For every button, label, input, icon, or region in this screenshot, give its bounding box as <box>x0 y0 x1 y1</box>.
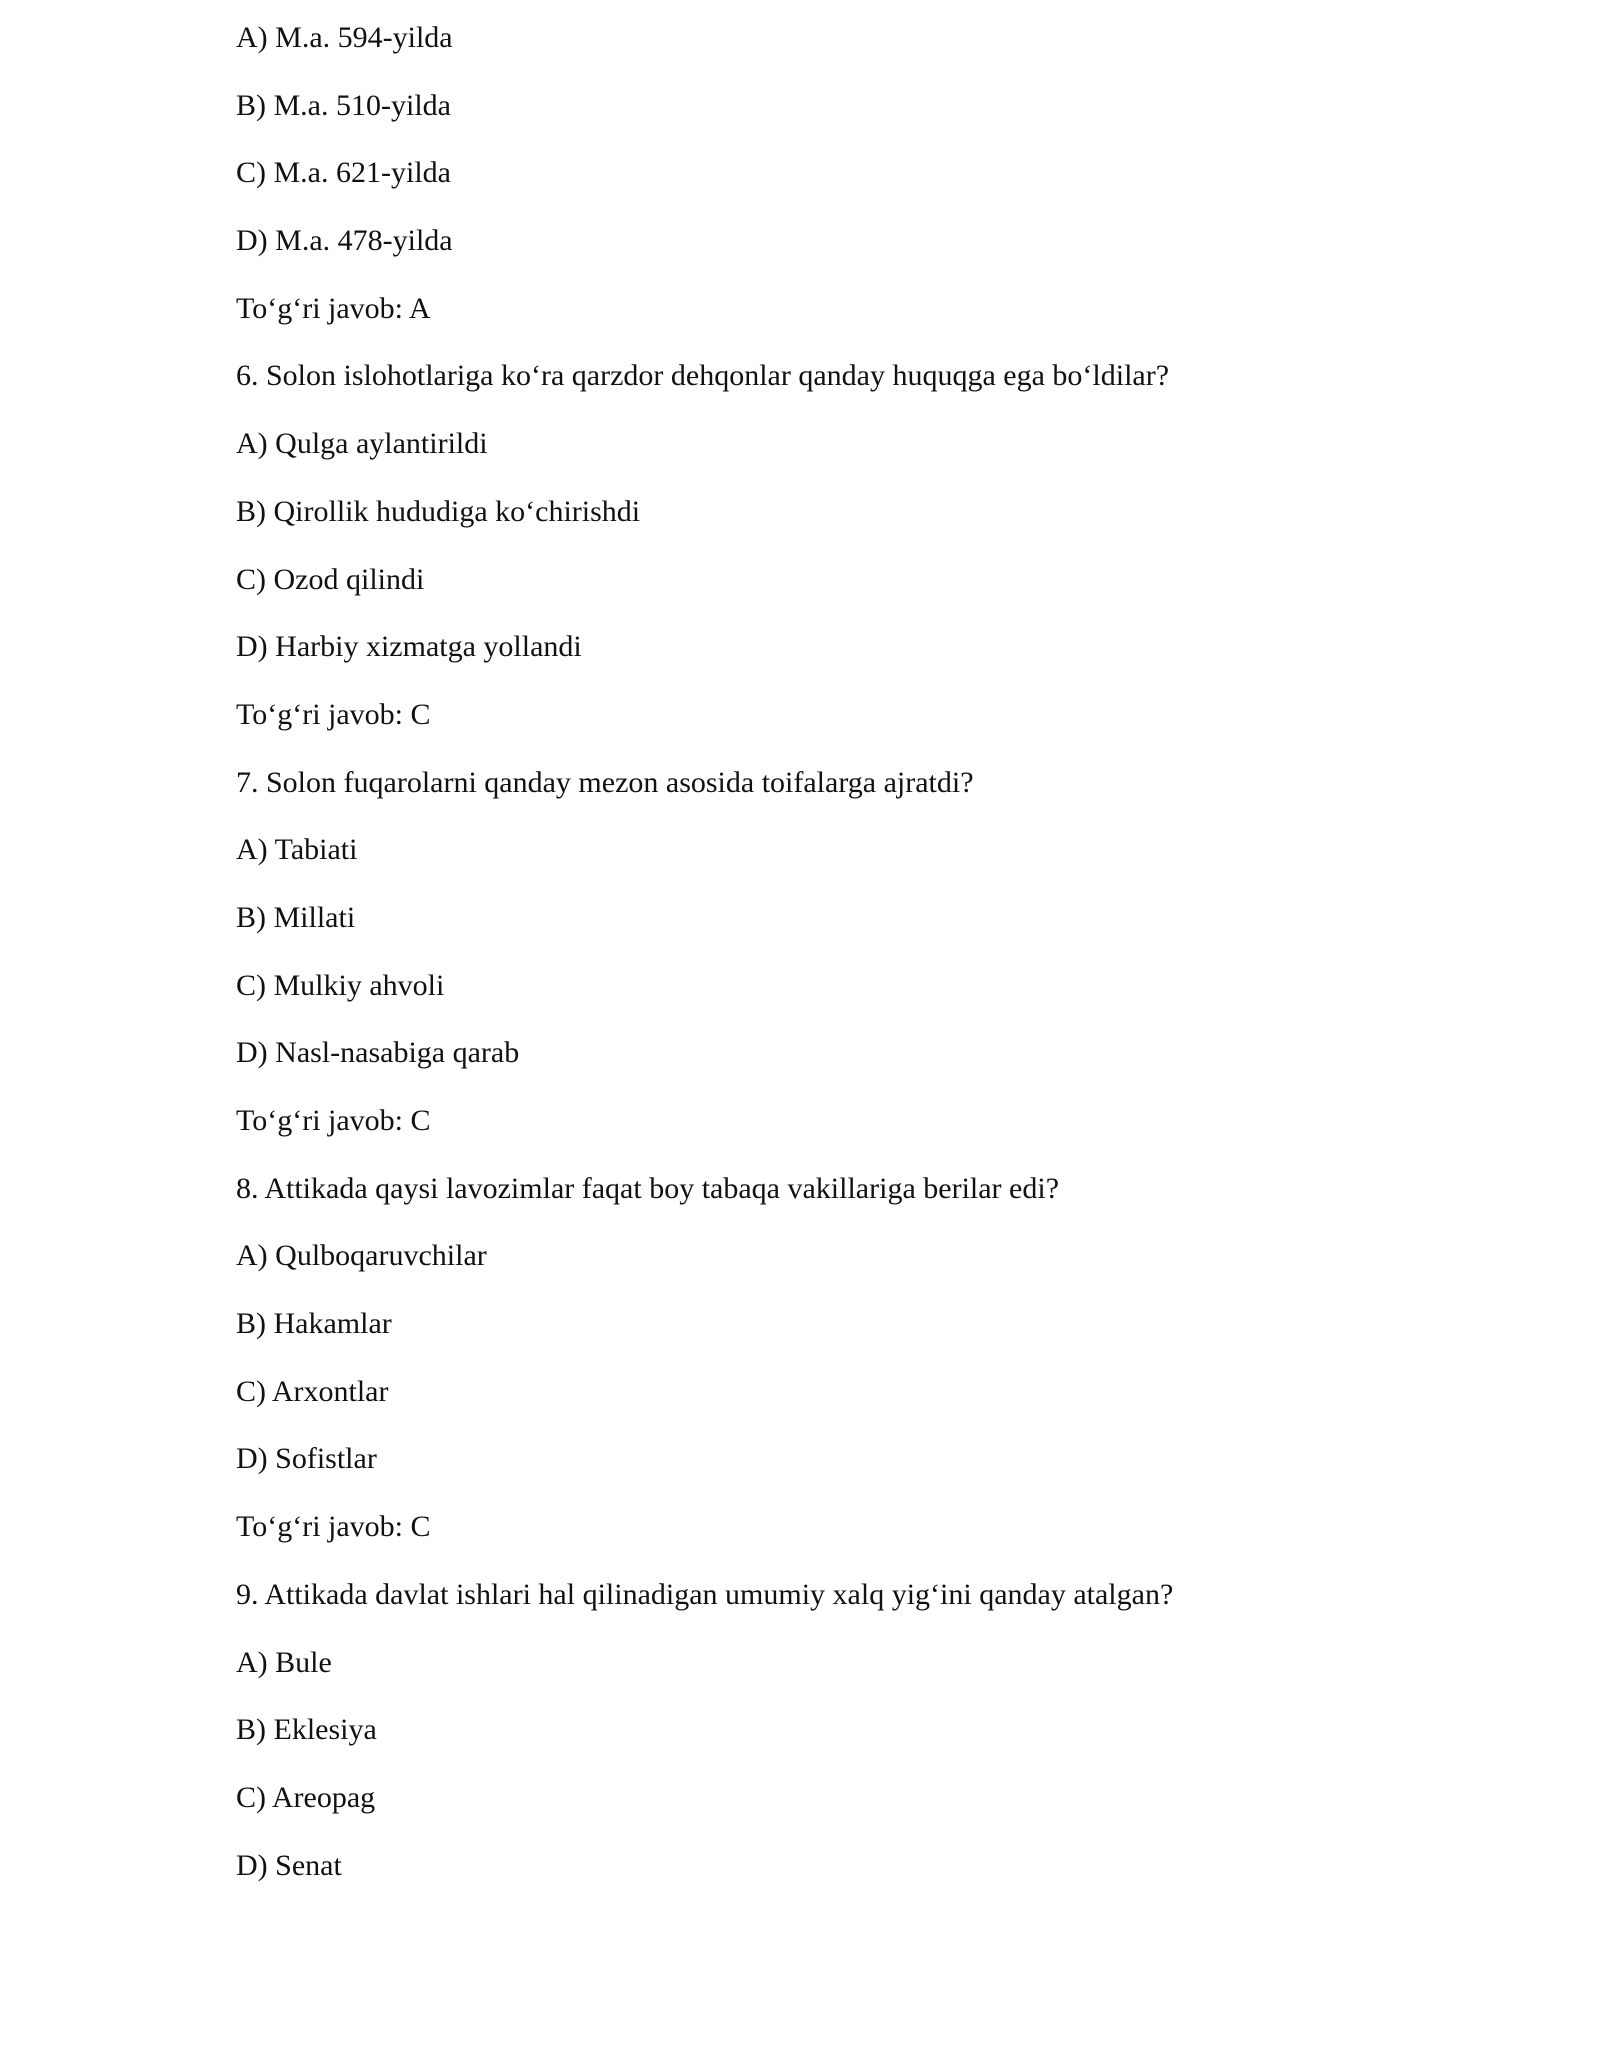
answer-option: D) Sofistlar <box>236 1442 377 1476</box>
answer-option: C) Mulkiy ahvoli <box>236 968 445 1002</box>
question: 8. Attikada qaysi lavozimlar faqat boy tabaqa vakillariga berilar edi? <box>236 1171 1060 1205</box>
answer-option: D) Harbiy xizmatga yollandi <box>236 630 582 664</box>
answer-option: B) Millati <box>236 900 356 934</box>
answer-option: A) Bule <box>236 1645 332 1679</box>
answer-option: B) Eklesiya <box>236 1713 377 1747</box>
answer-option: B) Qirollik hududiga ko‘chirishdi <box>236 494 641 528</box>
answer-option: B) Hakamlar <box>236 1307 392 1341</box>
answer-option: C) Areopag <box>236 1780 376 1814</box>
correct-answer: To‘g‘ri javob: C <box>236 1510 431 1544</box>
answer-option: A) Tabiati <box>236 833 358 867</box>
question: 9. Attikada davlat ishlari hal qilinadigan umumiy xalq yig‘ini qanday atalgan? <box>236 1577 1174 1611</box>
answer-option: C) Ozod qilindi <box>236 562 425 596</box>
answer-option: A) Qulga aylantirildi <box>236 427 488 461</box>
correct-answer: To‘g‘ri javob: A <box>236 291 431 325</box>
answer-option: A) Qulboqaruvchilar <box>236 1239 487 1273</box>
question: 7. Solon fuqarolarni qanday mezon asosida toifalarga ajratdi? <box>236 765 974 799</box>
answer-option: C) M.a. 621-yilda <box>236 156 451 190</box>
answer-option: A) M.a. 594-yilda <box>236 21 453 54</box>
question: 6. Solon islohotlariga ko‘ra qarzdor dehqonlar qanday huquqga ega bo‘ldilar? <box>236 359 1170 393</box>
correct-answer: To‘g‘ri javob: C <box>236 697 431 731</box>
correct-answer: To‘g‘ri javob: C <box>236 1104 431 1137</box>
answer-option: D) Senat <box>236 1848 342 1882</box>
answer-option: D) Nasl-nasabiga qarab <box>236 1036 520 1070</box>
quiz-text <box>236 12 1173 1907</box>
answer-option: B) M.a. 510-yilda <box>236 88 451 122</box>
answer-option: D) M.a. 478-yilda <box>236 224 453 258</box>
answer-option: C) Arxontlar <box>236 1374 389 1408</box>
